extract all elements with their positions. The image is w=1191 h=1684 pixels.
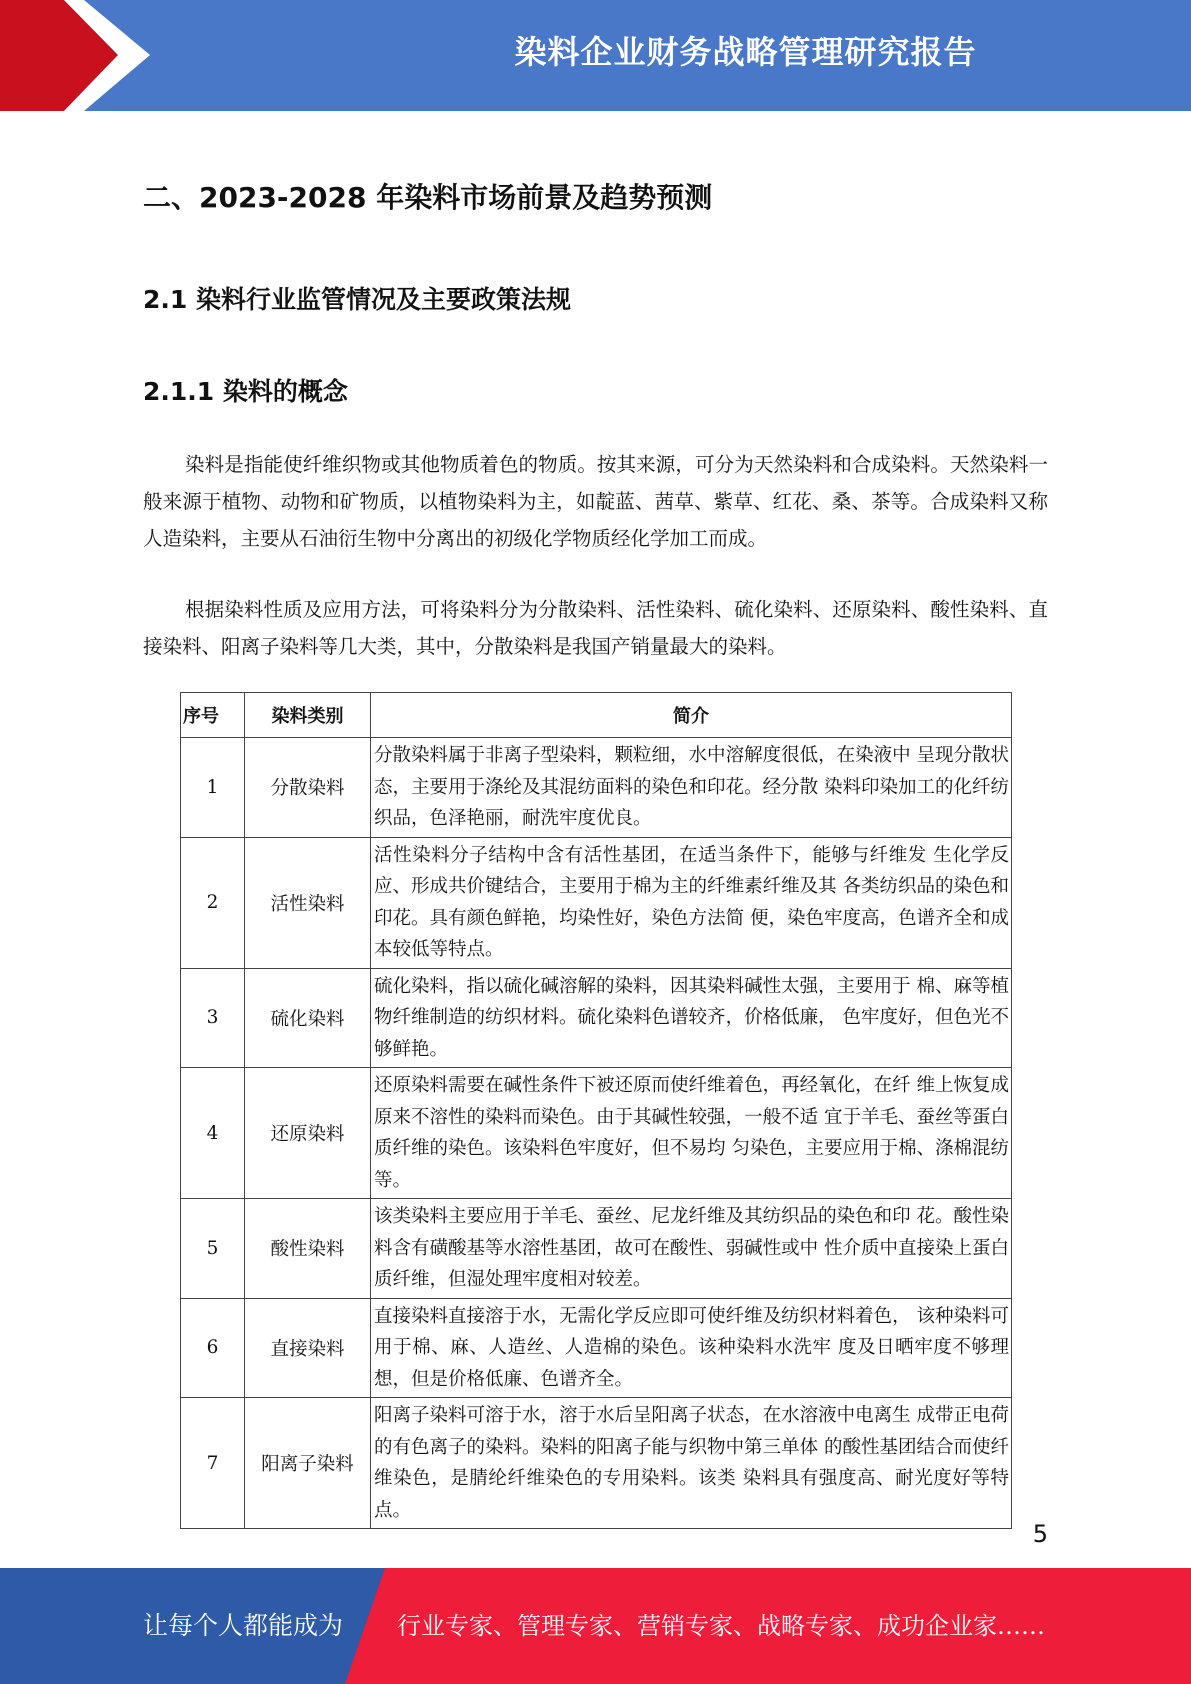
page-number: 5 bbox=[1032, 1520, 1048, 1548]
dye-description: 还原染料需要在碱性条件下被还原而使纤维着色，再经氧化，在纤 维上恢复成原来不溶性的染料而染色。由于其碱性较强，一般不适 宜于羊毛、蚕丝等蛋白质纤维的染色。该染料色牢度好，但不易均 匀染色，主要应用于棉、涤棉混纺等。 bbox=[371, 1068, 1012, 1199]
table-row bbox=[181, 837, 1012, 968]
row-number: 3 bbox=[181, 968, 245, 1068]
column-header-type: 染料类别 bbox=[245, 693, 371, 738]
dye-type: 活性染料 bbox=[245, 837, 371, 968]
dye-description: 分散染料属于非离子型染料，颗粒细，水中溶解度很低，在染液中 呈现分散状态，主要用于涤纶及其混纺面料的染色和印花。经分散 染料印染加工的化纤纺织品，色泽艳丽，耐洗牢度优良。 bbox=[371, 738, 1012, 838]
table-row bbox=[181, 968, 1012, 1068]
dye-category-table bbox=[180, 692, 1012, 1529]
row-number: 7 bbox=[181, 1398, 245, 1529]
chapter-heading: 二、2023-2028 年染料市场前景及趋势预测 bbox=[143, 181, 713, 214]
footer-slogan-right: 行业专家、管理专家、营销专家、战略专家、成功企业家…… bbox=[397, 1612, 1045, 1640]
row-number: 4 bbox=[181, 1068, 245, 1199]
table-row bbox=[181, 1398, 1012, 1529]
dye-type: 直接染料 bbox=[245, 1298, 371, 1398]
paragraph: 染料是指能使纤维织物或其他物质着色的物质。按其来源，可分为天然染料和合成染料。天然染料一般来源于植物、动物和矿物质，以植物染料为主，如靛蓝、茜草、紫草、红花、桑、茶等。合成染料又称人造染料，主要从石油衍生物中分离出的初级化学物质经化学加工而成。 bbox=[143, 453, 1048, 550]
row-number: 1 bbox=[181, 738, 245, 838]
table-header-row bbox=[181, 693, 1012, 738]
dye-description: 该类染料主要应用于羊毛、蚕丝、尼龙纤维及其纺织品的染色和印 花。酸性染料含有磺酸基等水溶性基团，故可在酸性、弱碱性或中 性介质中直接染上蛋白质纤维，但湿处理牢度相对较差。 bbox=[371, 1199, 1012, 1299]
table-row bbox=[181, 738, 1012, 838]
row-number: 5 bbox=[181, 1199, 245, 1299]
column-header-number: 序号 bbox=[181, 693, 245, 738]
row-number: 6 bbox=[181, 1298, 245, 1398]
header-banner bbox=[0, 0, 1191, 111]
report-title: 染料企业财务战略管理研究报告 bbox=[514, 33, 977, 71]
dye-type: 酸性染料 bbox=[245, 1199, 371, 1299]
row-number: 2 bbox=[181, 837, 245, 968]
dye-description: 活性染料分子结构中含有活性基团，在适当条件下，能够与纤维发 生化学反应、形成共价键结合，主要用于棉为主的纤维素纤维及其 各类纺织品的染色和印花。具有颜色鲜艳，均染性好，染色方法简 便，染色牢度高，色谱齐全和成本较低等特点。 bbox=[371, 837, 1012, 968]
subsection-heading: 2.1.1 染料的概念 bbox=[143, 377, 348, 406]
footer-slogan-left: 让每个人都能成为 bbox=[143, 1611, 344, 1640]
dye-type: 分散染料 bbox=[245, 738, 371, 838]
table-row bbox=[181, 1068, 1012, 1199]
section-heading: 2.1 染料行业监管情况及主要政策法规 bbox=[143, 285, 571, 314]
paragraph: 根据染料性质及应用方法，可将染料分为分散染料、活性染料、硫化染料、还原染料、酸性染料、直接染料、阳离子染料等几大类，其中，分散染料是我国产销量最大的染料。 bbox=[143, 598, 1048, 658]
dye-type: 还原染料 bbox=[245, 1068, 371, 1199]
table-row bbox=[181, 1199, 1012, 1299]
dye-type: 硫化染料 bbox=[245, 968, 371, 1068]
dye-description: 阳离子染料可溶于水，溶于水后呈阳离子状态，在水溶液中电离生 成带正电荷的有色离子的染料。染料的阳离子能与织物中第三单体 的酸性基团结合而使纤维染色，是腈纶纤维染色的专用染料。该类 染料具有强度高、耐光度好等特点。 bbox=[371, 1398, 1012, 1529]
column-header-description: 简介 bbox=[371, 693, 1012, 738]
dye-description: 硫化染料，指以硫化碱溶解的染料，因其染料碱性太强，主要用于 棉、麻等植物纤维制造的纺织材料。硫化染料色谱较齐，价格低廉， 色牢度好，但色光不够鲜艳。 bbox=[371, 968, 1012, 1068]
table-row bbox=[181, 1298, 1012, 1398]
dye-type: 阳离子染料 bbox=[245, 1398, 371, 1529]
dye-description: 直接染料直接溶于水，无需化学反应即可使纤维及纺织材料着色， 该种染料可用于棉、麻、人造丝、人造棉的染色。该种染料水洗牢 度及日晒牢度不够理想，但是价格低廉、色谱齐全。 bbox=[371, 1298, 1012, 1398]
footer-banner bbox=[0, 1568, 1191, 1684]
